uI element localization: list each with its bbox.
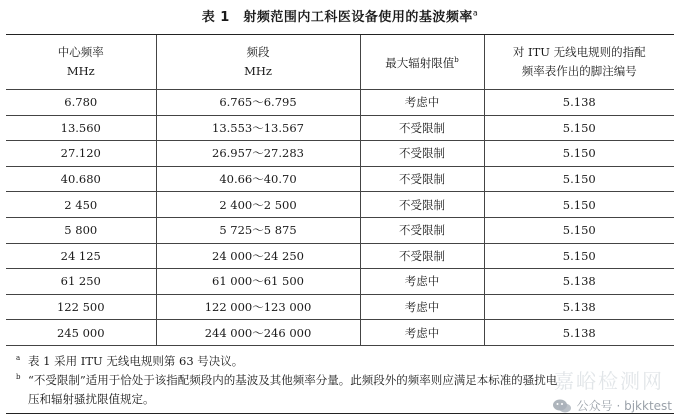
cell-itu-footnote: 5.138 — [484, 320, 674, 346]
cell-frequency-band: 6.765～6.795 — [156, 90, 360, 116]
wechat-icon — [552, 398, 572, 414]
table-row — [6, 243, 674, 269]
cell-max-limit: 考虑中 — [360, 294, 484, 320]
cell-center-frequency: 6.780 — [6, 90, 156, 116]
table-row — [6, 166, 674, 192]
cell-center-frequency: 24 125 — [6, 243, 156, 269]
table-row — [6, 192, 674, 218]
header-max-radiation-limit: 最大辐射限值$^b$ — [360, 35, 484, 90]
cell-frequency-band: 26.957～27.283 — [156, 141, 360, 167]
cell-max-limit: 不受限制 — [360, 141, 484, 167]
table-row — [6, 269, 674, 295]
watermark-account: 公众号 · bjkktest — [576, 399, 672, 413]
cell-itu-footnote: 5.150 — [484, 192, 674, 218]
table-row — [6, 115, 674, 141]
cell-frequency-band: 61 000～61 500 — [156, 269, 360, 295]
table-row — [6, 320, 674, 346]
table-row — [6, 141, 674, 167]
cell-center-frequency: 40.680 — [6, 166, 156, 192]
cell-max-limit: 考虑中 — [360, 320, 484, 346]
cell-itu-footnote: 5.150 — [484, 141, 674, 167]
table-row — [6, 90, 674, 116]
cell-max-limit: 不受限制 — [360, 166, 484, 192]
table-row — [6, 217, 674, 243]
note-a: a 表 1 采用 ITU 无线电规则第 63 号决议。 — [16, 353, 244, 368]
cell-center-frequency: 61 250 — [6, 269, 156, 295]
cell-frequency-band: 2 400～2 500 — [156, 192, 360, 218]
cell-itu-footnote: 5.150 — [484, 243, 674, 269]
cell-max-limit: 不受限制 — [360, 243, 484, 269]
cell-frequency-band: 244 000～246 000 — [156, 320, 360, 346]
cell-itu-footnote: 5.138 — [484, 269, 674, 295]
cell-itu-footnote: 5.150 — [484, 217, 674, 243]
watermark-site-name: 嘉峪检测网 — [554, 369, 664, 393]
cell-frequency-band: 122 000～123 000 — [156, 294, 360, 320]
table-title: 表 1 射频范围内工科医设备使用的基波频率$^a$ — [201, 8, 479, 25]
cell-max-limit: 不受限制 — [360, 192, 484, 218]
frequency-table-frame — [6, 34, 674, 414]
cell-frequency-band: 5 725～5 875 — [156, 217, 360, 243]
cell-center-frequency: 2 450 — [6, 192, 156, 218]
table-row — [6, 294, 674, 320]
note-b: b “不受限制”适用于恰处于该指配频段内的基波及其他频率分量。此频段外的频率则应满足本标准的骚扰电 压和辐射骚扰限值规定。 — [16, 372, 558, 406]
cell-center-frequency: 27.120 — [6, 141, 156, 167]
header-itu-footnote: 对 ITU 无线电规则的指配 频率表作出的脚注编号 — [484, 35, 674, 90]
cell-itu-footnote: 5.138 — [484, 294, 674, 320]
cell-frequency-band: 13.553～13.567 — [156, 115, 360, 141]
frequency-table — [6, 35, 674, 420]
cell-center-frequency: 5 800 — [6, 217, 156, 243]
cell-max-limit: 考虑中 — [360, 269, 484, 295]
cell-itu-footnote: 5.150 — [484, 166, 674, 192]
cell-itu-footnote: 5.150 — [484, 115, 674, 141]
cell-max-limit: 不受限制 — [360, 217, 484, 243]
cell-frequency-band: 40.66～40.70 — [156, 166, 360, 192]
cell-center-frequency: 122 500 — [6, 294, 156, 320]
cell-max-limit: 不受限制 — [360, 115, 484, 141]
table-header-row — [6, 35, 674, 90]
cell-center-frequency: 245 000 — [6, 320, 156, 346]
cell-center-frequency: 13.560 — [6, 115, 156, 141]
header-frequency-band: 频段 MHz — [156, 35, 360, 90]
header-center-frequency: 中心频率 MHz — [6, 35, 156, 90]
watermark — [552, 397, 672, 414]
cell-frequency-band: 24 000～24 250 — [156, 243, 360, 269]
cell-max-limit: 考虑中 — [360, 90, 484, 116]
cell-itu-footnote: 5.138 — [484, 90, 674, 116]
